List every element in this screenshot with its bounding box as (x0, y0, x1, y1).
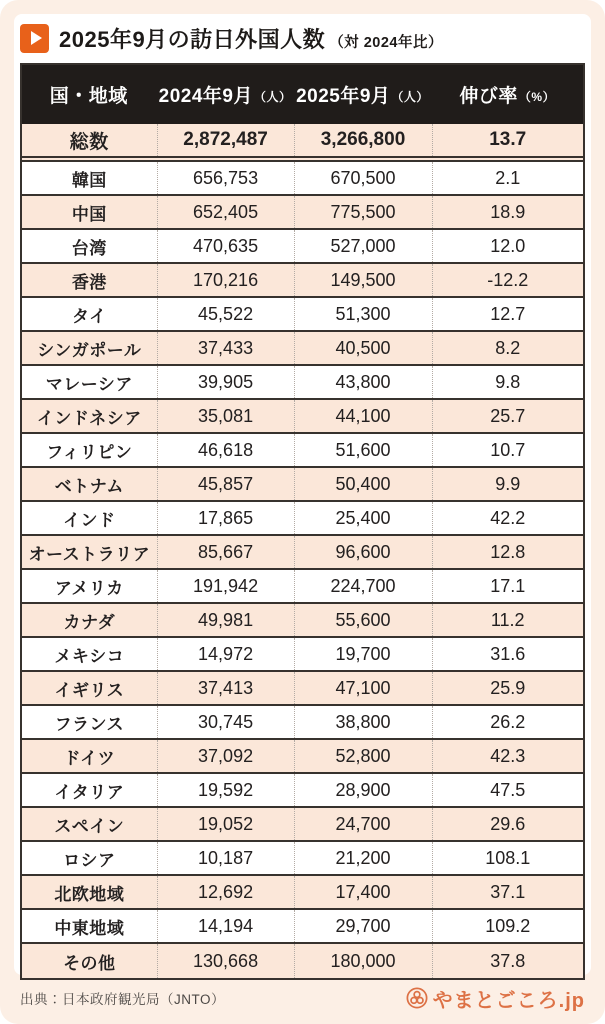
cell-y2025: 224,700 (294, 570, 432, 602)
cell-y2024: 37,092 (157, 740, 294, 772)
cell-y2024: 19,052 (157, 808, 294, 840)
cell-y2024: 14,972 (157, 638, 294, 670)
cell-y2025: 17,400 (294, 876, 432, 908)
table-row (22, 706, 583, 740)
table-row (22, 230, 583, 264)
cell-y2025: 3,266,800 (294, 124, 432, 156)
cell-y2025: 670,500 (294, 162, 432, 194)
column-header-rate-label: 伸び率 (459, 86, 518, 107)
cell-rate: 2.1 (432, 162, 583, 194)
cell-country: ロシア (63, 850, 116, 870)
column-header-2025-unit: （人） (391, 90, 429, 104)
table-row (22, 910, 583, 944)
cell-y2025: 21,200 (294, 842, 432, 874)
cell-country: その他 (63, 953, 116, 973)
column-header-rate-unit: （%） (518, 90, 556, 104)
table-row (22, 774, 583, 808)
cell-y2024: 12,692 (157, 876, 294, 908)
cell-country: イタリア (54, 782, 125, 802)
cell-rate: 37.8 (432, 944, 583, 978)
cell-y2024: 35,081 (157, 400, 294, 432)
table-row (22, 604, 583, 638)
cell-rate: 25.7 (432, 400, 583, 432)
cell-y2024: 656,753 (157, 162, 294, 194)
table-row (22, 264, 583, 298)
column-header-2024-label: 2024年9月 (158, 86, 253, 107)
table-body (22, 124, 583, 978)
cell-rate: 18.9 (432, 196, 583, 228)
table-row (22, 570, 583, 604)
cell-y2024: 2,872,487 (157, 124, 294, 156)
cell-y2024: 37,413 (157, 672, 294, 704)
cell-rate: -12.2 (432, 264, 583, 296)
cell-y2024: 45,857 (157, 468, 294, 500)
cell-country: 北欧地域 (54, 884, 125, 904)
cell-rate: 25.9 (432, 672, 583, 704)
column-header-country-label: 国・地域 (49, 86, 128, 107)
column-header-2025-label: 2025年9月 (296, 86, 391, 107)
cell-country: ベトナム (54, 476, 124, 496)
cell-y2025: 28,900 (294, 774, 432, 806)
cell-rate: 109.2 (432, 910, 583, 942)
table-header-row (22, 65, 583, 124)
cell-y2024: 30,745 (157, 706, 294, 738)
cell-y2025: 51,600 (294, 434, 432, 466)
cell-rate: 10.7 (432, 434, 583, 466)
cell-rate: 11.2 (432, 604, 583, 636)
yamatogokoro-logo-icon (406, 987, 428, 1009)
table-row (22, 468, 583, 502)
yamatogokoro-logo[interactable] (406, 984, 585, 1013)
cell-y2025: 527,000 (294, 230, 432, 262)
cell-rate: 9.9 (432, 468, 583, 500)
cell-rate: 9.8 (432, 366, 583, 398)
cell-rate: 8.2 (432, 332, 583, 364)
cell-y2025: 51,300 (294, 298, 432, 330)
table-row (22, 944, 583, 978)
table-row (22, 672, 583, 706)
cell-y2024: 85,667 (157, 536, 294, 568)
table-row (22, 536, 583, 570)
cell-y2025: 29,700 (294, 910, 432, 942)
cell-y2025: 52,800 (294, 740, 432, 772)
cell-rate: 17.1 (432, 570, 583, 602)
cell-rate: 47.5 (432, 774, 583, 806)
cell-y2024: 49,981 (157, 604, 294, 636)
footer (20, 984, 585, 1012)
cell-country: ドイツ (63, 748, 116, 768)
cell-y2025: 50,400 (294, 468, 432, 500)
table-row (22, 740, 583, 774)
cell-y2025: 55,600 (294, 604, 432, 636)
cell-y2025: 44,100 (294, 400, 432, 432)
cell-y2025: 96,600 (294, 536, 432, 568)
title-bar (20, 23, 585, 53)
source-credit: 出典：日本政府観光局（JNTO） (20, 992, 226, 1007)
cell-y2024: 19,592 (157, 774, 294, 806)
cell-rate: 108.1 (432, 842, 583, 874)
cell-country: 中国 (71, 204, 107, 224)
table-row (22, 434, 583, 468)
page-title-subtitle: （対 2024年比） (329, 34, 443, 51)
table-row (22, 638, 583, 672)
cell-rate: 13.7 (432, 124, 583, 156)
cell-y2024: 470,635 (157, 230, 294, 262)
content-panel (14, 14, 591, 975)
cell-y2024: 10,187 (157, 842, 294, 874)
table-row (22, 332, 583, 366)
page-title (59, 23, 443, 54)
cell-country: 中東地域 (54, 918, 125, 938)
cell-rate: 12.8 (432, 536, 583, 568)
cell-y2024: 170,216 (157, 264, 294, 296)
cell-y2024: 45,522 (157, 298, 294, 330)
table-row-total (22, 124, 583, 162)
cell-y2025: 47,100 (294, 672, 432, 704)
cell-country: タイ (71, 306, 107, 326)
cell-rate: 31.6 (432, 638, 583, 670)
table-row (22, 196, 583, 230)
cell-y2024: 652,405 (157, 196, 294, 228)
column-header-country (22, 65, 157, 124)
table-row (22, 298, 583, 332)
cell-y2025: 180,000 (294, 944, 432, 978)
column-header-2024 (157, 65, 294, 124)
cell-y2025: 19,700 (294, 638, 432, 670)
cell-country: オーストラリア (28, 544, 151, 564)
table-row (22, 876, 583, 910)
cell-y2024: 37,433 (157, 332, 294, 364)
cell-country: スペイン (54, 816, 125, 836)
cell-country: フランス (54, 714, 125, 734)
cell-country: アメリカ (54, 578, 124, 598)
table-row (22, 366, 583, 400)
cell-y2025: 25,400 (294, 502, 432, 534)
cell-y2025: 43,800 (294, 366, 432, 398)
cell-country: 総数 (69, 131, 109, 153)
cell-country: カナダ (63, 612, 116, 632)
play-icon (20, 24, 49, 53)
cell-y2024: 130,668 (157, 944, 294, 978)
cell-country: 韓国 (71, 170, 107, 190)
cell-y2024: 191,942 (157, 570, 294, 602)
cell-y2024: 46,618 (157, 434, 294, 466)
cell-y2024: 17,865 (157, 502, 294, 534)
cell-y2025: 149,500 (294, 264, 432, 296)
cell-country: シンガポール (37, 340, 142, 360)
cell-y2025: 40,500 (294, 332, 432, 364)
cell-rate: 42.3 (432, 740, 583, 772)
cell-country: インドネシア (36, 408, 142, 428)
column-header-2024-unit: （人） (253, 90, 292, 104)
cell-y2024: 14,194 (157, 910, 294, 942)
table-row (22, 808, 583, 842)
cell-y2024: 39,905 (157, 366, 294, 398)
cell-rate: 26.2 (432, 706, 583, 738)
cell-country: イギリス (54, 680, 125, 700)
cell-rate: 12.7 (432, 298, 583, 330)
cell-country: 香港 (71, 272, 107, 292)
table-row (22, 842, 583, 876)
visitors-table (20, 63, 585, 980)
cell-rate: 12.0 (432, 230, 583, 262)
cell-rate: 29.6 (432, 808, 583, 840)
column-header-rate (432, 65, 583, 124)
cell-country: マレーシア (45, 374, 133, 394)
cell-rate: 42.2 (432, 502, 583, 534)
column-header-2025 (294, 65, 432, 124)
cell-country: インド (63, 510, 116, 530)
table-row (22, 502, 583, 536)
table-row (22, 162, 583, 196)
cell-rate: 37.1 (432, 876, 583, 908)
yamatogokoro-logo-text: やまとごころ.jp (432, 989, 585, 1012)
page-title-main: 2025年9月の訪日外国人数 (59, 26, 326, 52)
cell-y2025: 38,800 (294, 706, 432, 738)
cell-country: フィリピン (46, 442, 133, 462)
table-row (22, 400, 583, 434)
cell-country: メキシコ (54, 646, 125, 666)
cell-country: 台湾 (71, 238, 107, 258)
cell-y2025: 24,700 (294, 808, 432, 840)
cell-y2025: 775,500 (294, 196, 432, 228)
